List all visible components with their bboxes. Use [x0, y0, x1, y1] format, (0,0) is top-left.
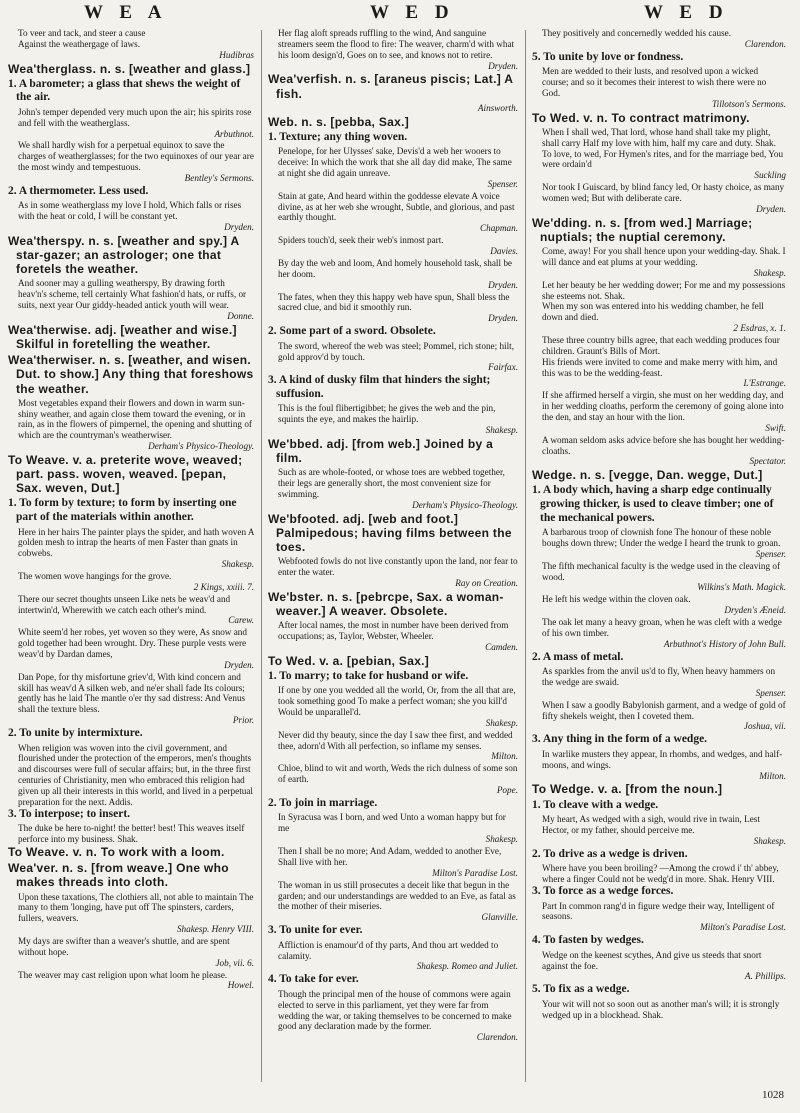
running-header	[0, 2, 800, 28]
citation-source: Dryden.	[488, 313, 518, 324]
citation-source: Spenser.	[487, 178, 518, 189]
sense-definition: 5. To fix as a wedge.	[532, 983, 630, 996]
quotation: This is the foul flibertigibbet; he gives the web and the pin, squints the eye, and makes the hairlip.	[278, 403, 496, 425]
quotation: As sparkles from the anvil us'd to fly, When heavy hammers on the wedge are swaid.	[542, 666, 776, 687]
headword-entry: To Wedge. v. a. [from the noun.]	[532, 782, 723, 797]
quotation: When I saw a goodly Babylonish garment, and a wedge of gold of fifty shekels weight, then I coveted them.	[542, 699, 786, 721]
quotation: Her flag aloft spreads ruffling to the wind, And sanguine streamers seem the flood to fire: The weaver, charm'd with what his loom design'd, Goes on to see, and knows not to retire.	[278, 28, 515, 60]
quotation: Chloe, blind to wit and worth, Weds the rich dulness of some son of earth.	[278, 763, 518, 785]
headword-entry: To Weave. v. n. To work with a loom.	[8, 845, 225, 860]
citation-source: Dryden.	[488, 279, 518, 290]
headword-entry: We'bster. n. s. [pebrcpe, Sax. a woman-weaver.] A weaver. Obsolete.	[268, 589, 504, 618]
column-divider	[525, 30, 526, 1082]
citation-source: Milton.	[491, 751, 518, 762]
headword-entry: We'bbed. adj. [from web.] Joined by a film.	[268, 436, 494, 466]
quotation: The fates, when they this happy web have spun, Shall bless the sacred clue, and bid it smoothly run.	[278, 291, 510, 313]
page-number: 1028	[762, 1089, 784, 1101]
quotation: When I shall wed, That lord, whose hand shall take my plight, shall carry Half my love with him, half my care and duty. Shak.	[542, 126, 776, 148]
headword-entry: We'dding. n. s. [from wed.] Marriage; nuptials; the nuptial ceremony.	[532, 215, 753, 244]
citation-source: L'Estrange.	[743, 378, 786, 389]
quotation: Against the weathergage of laws.	[18, 38, 141, 49]
quotation: In Syracusa was I born, and wed Unto a woman happy but for me	[278, 812, 506, 834]
quotation: White seem'd her robes, yet woven so they were, As snow and gold together had been wrought. Dry. These purple vests were weav'd by Dardan dames,	[18, 627, 247, 660]
sense-definition: 3. To force as a wedge forces.	[532, 884, 674, 897]
citation-source: Shakesp.	[753, 835, 786, 846]
citation-source: Pope.	[496, 785, 518, 796]
sense-definition: 3. A kind of dusky film that hinders the sight; suffusion.	[268, 374, 491, 400]
citation-source: Milton's Paradise Lost.	[700, 922, 786, 933]
quotation: Such as are whole-footed, or whose toes are webbed together, their legs are generally short, the most convenient size for swimming.	[278, 467, 505, 499]
quotation: These three country bills agree, that each wedding produces four children. Graunt's Bills of Mort.	[542, 334, 780, 356]
citation-source: Carew.	[228, 615, 254, 626]
quotation: Here in her hairs The painter plays the spider, and hath woven A golden mesh to intrap the hearts of men Faster than gnats in cobwebs.	[18, 526, 254, 559]
quotation: We shall hardly wish for a perpetual equinox to save the charges of weatherglasses; for the two equinoxes of our year are the most windy and tempestuous.	[18, 140, 254, 173]
sense-definition: 5. To unite by love or fondness.	[532, 50, 684, 63]
sense-definition: 2. To join in marriage.	[268, 796, 378, 809]
citation-source: Shakesp. Romeo and Juliet.	[416, 961, 518, 972]
citation-source: 2 Kings, xxiii. 7.	[193, 581, 254, 592]
quotation: There our secret thoughts unseen Like nets be weav'd and intertwin'd, Wherewith we catch each other's mind.	[18, 593, 231, 615]
sense-definition: 3. To unite for ever.	[268, 924, 363, 937]
quotation: The sword, whereof the web was steel; Pommel, rich stone; hilt, gold approv'd by touch.	[278, 340, 515, 362]
citation-source: Arbuthnot's History of John Bull.	[663, 638, 786, 649]
quotation: Part In common rang'd in figure wedge their way, Intelligent of seasons.	[542, 900, 775, 922]
quotation: Penelope, for her Ulysses' sake, Devis'd a web her wooers to deceive: In which the work that she all day did make, The same at night she did again unreave.	[278, 146, 512, 179]
citation-source: Camden.	[485, 641, 518, 652]
quotation: The women wove hangings for the grove.	[18, 571, 172, 582]
headword-entry: Wea'ver. n. s. [from weave.] One who makes threads into cloth.	[8, 861, 229, 890]
quotation: His friends were invited to come and make merry with him, and this was to be the wedding-feast.	[542, 356, 778, 378]
quotation: Upon these taxations, The clothiers all, not able to maintain The many to them 'longing, have put off The spinsters, carders, fullers, weavers.	[18, 891, 254, 924]
citation-source: Prior.	[232, 715, 254, 726]
quotation: The woman in us still prosecutes a deceit like that begun in the garden; and our understandings are wedded to an Eve, as fatal as the mother of their miseries.	[278, 879, 516, 912]
sense-definition: 2. A thermometer. Less used.	[8, 184, 149, 197]
citation-source: Dryden.	[224, 659, 254, 670]
sense-definition: 1. A body which, having a sharp edge continually growing thicker, is used to cleave timber; one of the mechanical powers.	[532, 484, 774, 524]
quotation: A woman seldom asks advice before she has bought her wedding-cloaths.	[542, 434, 785, 456]
sense-definition: 2. To unite by intermixture.	[8, 727, 143, 740]
citation-source: Shakesp.	[485, 717, 518, 728]
citation-source: Ray on Creation.	[455, 577, 518, 588]
column-divider	[261, 30, 262, 1082]
citation-source: 2 Esdras, x. 1.	[733, 323, 786, 334]
sense-definition: 2. Some part of a sword. Obsolete.	[268, 325, 436, 338]
headword-entry: Wea'therspy. n. s. [weather and spy.] A star-gazer; an astrologer; one that foretels the weather.	[8, 234, 240, 277]
quotation: And sooner may a gulling weatherspy, By drawing forth heav'n's scheme, tell certainly What fashion'd hats, or ruffs, or suits, next year Our giddy-headed antick youth will wear.	[18, 278, 247, 311]
column-left	[8, 28, 254, 1088]
headword-entry: Wea'verfish. n. s. [araneus piscis; Lat.] A fish.	[268, 72, 513, 101]
quotation: Stain at gate, And heard within the goddesse elevate A voice divine, as at her web she wrought, Subtle, and glorious, and past earthly thought.	[278, 190, 515, 223]
quotation: Let her beauty be her wedding dower; For me and my possessions she esteems not. Shak.	[542, 279, 786, 301]
citation-source: Swift.	[765, 422, 786, 433]
quotation: To veer and tack, and steer a cause	[18, 28, 146, 38]
citation-source: Suckling	[754, 170, 786, 181]
citation-source: Shakesp.	[221, 559, 254, 570]
quotation: The oak let many a heavy groan, when he was cleft with a wedge of his own timber.	[542, 616, 782, 638]
quotation: John's temper depended very much upon the air; his spirits rose and fell with the weatherglass.	[18, 106, 252, 128]
quotation: Spiders touch'd, seek their web's inmost part.	[278, 235, 444, 246]
citation-source: Spenser.	[755, 548, 786, 559]
citation-source: Arbuthnot.	[214, 128, 254, 139]
citation-source: Dryden.	[224, 222, 254, 233]
quotation: To love, to wed, For Hymen's rites, and for the marriage bed, You were ordain'd	[542, 148, 784, 170]
quotation: A barbarous troop of clownish fone The honour of these noble boughs down threw; Under the wedge I heard the trunk to groan.	[542, 527, 781, 548]
quotation: In warlike musters they appear, In rhombs, and wedges, and half-moons, and wings.	[542, 748, 783, 770]
quotation: They positively and concernedly wedded his cause.	[542, 28, 732, 38]
sense-definition: 3. To interpose; to insert.	[8, 807, 131, 820]
citation-source: Howel.	[227, 980, 254, 991]
citation-source: Derham's Physico-Theology.	[412, 499, 518, 510]
citation-source: Tillotson's Sermons.	[712, 98, 786, 109]
quotation: When my son was entered into his wedding chamber, he fell down and died.	[542, 301, 764, 323]
quotation: Wedge on the keenest scythes, And give us steeds that snort against the foe.	[542, 949, 762, 971]
citation-source: Hudibras	[219, 49, 254, 60]
header-middle: W E D	[370, 2, 455, 23]
headword-entry: To Wed. v. n. To contract matrimony.	[532, 110, 750, 125]
citation-source: Davies.	[490, 246, 518, 257]
quotation: Most vegetables expand their flowers and down in warm sun-shiny weather, and again close them toward the evening, or in rain, as in the flowers of pimpernel, the opening and shutting of which are the countryman's weatherwiser.	[18, 397, 252, 441]
citation-source: Dryden.	[756, 203, 786, 214]
headword-entry: Web. n. s. [pebba, Sax.]	[268, 114, 410, 129]
headword-entry: Wedge. n. s. [vegge, Dan. wegge, Dut.]	[532, 468, 763, 483]
citation-source: A. Phillips.	[744, 971, 786, 982]
sense-definition: 1. Texture; any thing woven.	[268, 130, 408, 143]
citation-source: Shakesp. Henry VIII.	[176, 924, 254, 935]
citation-source: Derham's Physico-Theology.	[148, 441, 254, 452]
citation-source: Spectator.	[749, 456, 786, 467]
citation-source: Shakesp.	[485, 834, 518, 845]
header-right: W E D	[644, 2, 729, 23]
quotation: My days are swifter than a weaver's shuttle, and are spent without hope.	[18, 935, 230, 957]
quotation: Men are wedded to their lusts, and resolved upon a wicked course; and so it becomes their interest to wish there were no God.	[542, 66, 767, 98]
column-middle	[268, 28, 518, 1088]
sense-definition: 4. To take for ever.	[268, 973, 359, 986]
sense-definition: 2. A mass of metal.	[532, 650, 624, 663]
quotation: By day the web and loom, And homely household task, shall be her doom.	[278, 257, 512, 279]
quotation: Where have you been broiling? —Among the crowd i' th' abbey, where a finger Could not be wedg'd in more. Shak. Henry VIII.	[542, 863, 779, 885]
quotation: The duke be here to-night! the better! best! This weaves itself perforce into my business. Shak.	[18, 823, 245, 845]
citation-source: Wilkins's Math. Magick.	[697, 582, 786, 593]
headword-entry: We'bfooted. adj. [web and foot.] Palmipedous; having films between the toes.	[268, 511, 512, 554]
sense-definition: 3. Any thing in the form of a wedge.	[532, 733, 708, 746]
citation-source: Fairfax.	[488, 362, 518, 373]
quotation: Dan Pope, for thy misfortune griev'd, With kind concern and skill has weav'd A silken web, and ne'er shall fade Its colours; gently has he laid The mantle o'er thy sad distress: And Venus shall the texture bless.	[18, 671, 246, 715]
quotation: He left his wedge within the cloven oak.	[542, 594, 691, 605]
column-right	[532, 28, 786, 1088]
citation-source: Job, vii. 6.	[215, 957, 254, 968]
quotation: My heart, As wedged with a sigh, would rive in twain, Lest Hector, or my father, should perceive me.	[542, 814, 760, 835]
sense-definition: 2. To drive as a wedge is driven.	[532, 847, 688, 860]
sense-definition: 1. To form by texture; to form by inserting one part of the materials within another.	[8, 497, 237, 524]
quotation: After local names, the most in number have been derived from occupations; as, Taylor, Webster, Wheeler.	[278, 620, 509, 641]
headword-entry: Wea'therwise. adj. [weather and wise.] Skilful in foretelling the weather.	[8, 322, 237, 352]
sense-definition: 1. To marry; to take for husband or wife.	[268, 669, 469, 682]
citation-source: Shakesp.	[753, 267, 786, 278]
citation-source: Glanville.	[481, 912, 518, 923]
headword-entry: To Wed. v. a. [pebian, Sax.]	[268, 653, 430, 668]
quotation: When religion was woven into the civil government, and flourished under the protection of the emperors, men's thoughts and discourses were full of secular affairs; but, in the three first centuries of Christianity, men who embraced this religion had given up all their interests in this world, and lived in a perpetual preparation for the next. Addis.	[18, 742, 253, 807]
citation-source: Ainsworth.	[477, 102, 518, 113]
headword-entry: Wea'therwiser. n. s. [weather, and wisen. Dut. to show.] Any thing that foreshows the weather.	[8, 353, 254, 396]
quotation: Never did thy beauty, since the day I saw thee first, and wedded thee, adorn'd With all perfection, so inflame my senses.	[278, 729, 513, 751]
quotation: Then I shall be no more; And Adam, wedded to another Eve, Shall live with her.	[278, 846, 502, 867]
citation-source: Milton's Paradise Lost.	[432, 867, 518, 878]
header-left: W E A	[84, 2, 168, 23]
citation-source: Dryden.	[488, 60, 518, 71]
quotation: Affliction is enamour'd of thy parts, And thou art wedded to calamity.	[278, 939, 499, 961]
citation-source: Dryden's Æneid.	[724, 605, 786, 616]
quotation: As in some weatherglass my love I hold, Which falls or rises with the heat or cold, I will be constant yet.	[18, 200, 242, 222]
quotation: The weaver may cast religion upon what loom he please.	[18, 969, 228, 980]
quotation: Nor took I Guiscard, by blind fancy led, Or hasty choice, as many women wed; But with deliberate care.	[542, 182, 785, 204]
sense-definition: 1. To cleave with a wedge.	[532, 798, 659, 811]
quotation: If she affirmed herself a virgin, she must on her wedding day, and in her wedding cloaths, perform the ceremony of going alone into the den, and stay an hour with the lion.	[542, 390, 784, 422]
citation-source: Clarendon.	[476, 1032, 518, 1043]
headword-entry: To Weave. v. a. preterite wove, weaved; part. pass. woven, weaved. [pepan, Sax. weven, Dut.]	[8, 453, 243, 496]
quotation: Come, away! For you shall hence upon your wedding-day. Shak. I will dance and eat plums at your wedding.	[542, 246, 786, 267]
citation-source: Spenser.	[755, 687, 786, 698]
quotation: Webfooted fowls do not live constantly upon the land, nor fear to enter the water.	[278, 556, 518, 577]
quotation: The fifth mechanical faculty is the wedge used in the cleaving of wood.	[542, 560, 781, 582]
citation-source: Joshua, vii.	[743, 721, 786, 732]
citation-source: Chapman.	[479, 223, 518, 234]
citation-source: Bentley's Sermons.	[184, 173, 254, 184]
sense-definition: 1. A barometer; a glass that shews the weight of the air.	[8, 77, 241, 104]
citation-source: Donne.	[227, 311, 254, 322]
headword-entry: Wea'therglass. n. s. [weather and glass.]	[8, 61, 251, 76]
sense-definition: 4. To fasten by wedges.	[532, 934, 644, 947]
citation-source: Shakesp.	[485, 425, 518, 436]
quotation: Though the principal men of the house of commons were again elected to serve in this parliament, yet they were far from wedding the war, or taking themselves to be concerned to make good any declaration made by the former.	[278, 988, 512, 1032]
quotation: If one by one you wedded all the world, Or, from the all that are, took something good To make a perfect woman; she you kill'd Would be unparallel'd.	[278, 685, 516, 718]
citation-source: Clarendon.	[744, 38, 786, 49]
quotation: Your wit will not so soon out as another man's will; it is strongly wedged up in a blockhead. Shak.	[542, 998, 780, 1020]
citation-source: Milton.	[759, 770, 786, 781]
